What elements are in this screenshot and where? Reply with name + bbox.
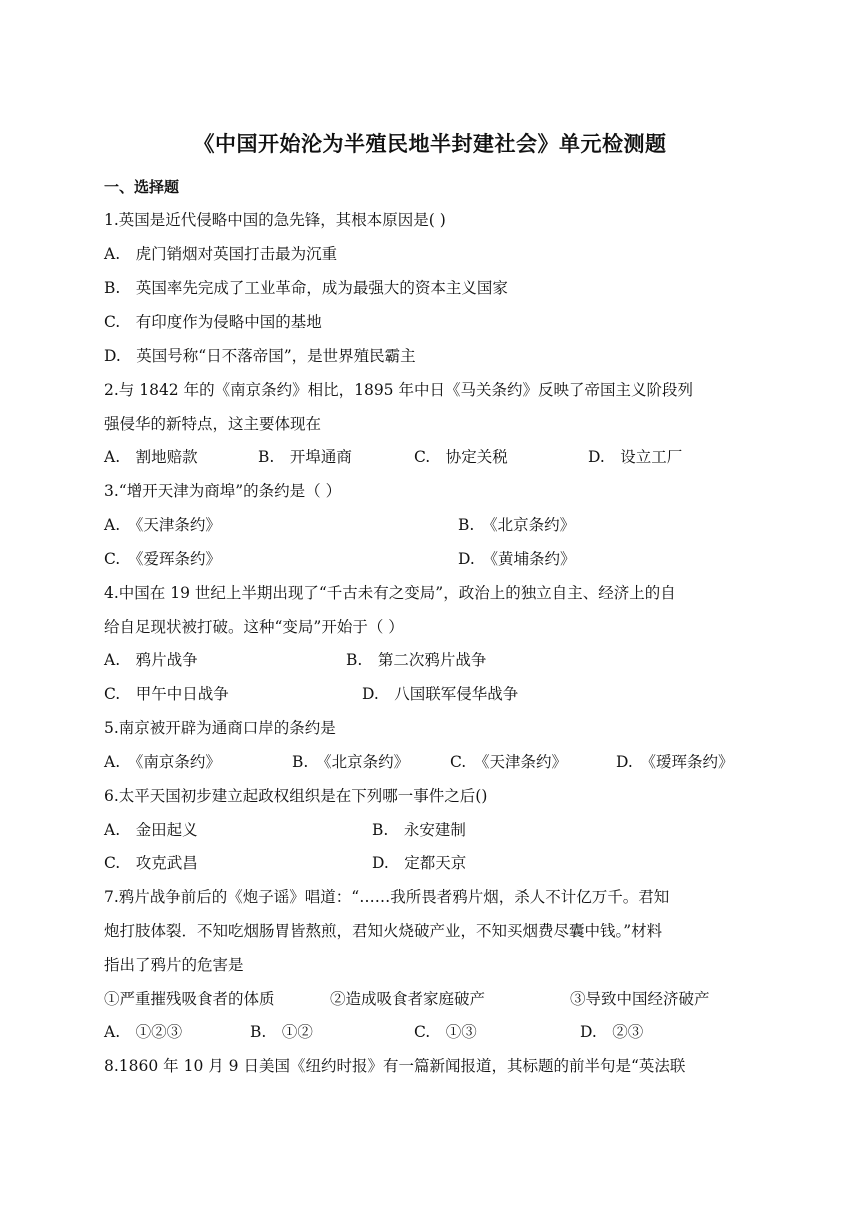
question-2-option-d: D. 设立工厂 [588,448,683,466]
question-6-stem: 6.太平天国初步建立起政权组织是在下列哪一事件之后() [104,787,488,805]
question-6-option-a: A. 金田起义 [104,821,198,839]
question-1-option-a: A. 虎门销烟对英国打击最为沉重 [104,245,338,263]
question-7-option-d: D. ②③ [580,1023,644,1041]
question-4-option-b: B. 第二次鸦片战争 [346,651,487,669]
question-1-option-b: B. 英国率先完成了工业革命，成为最强大的资本主义国家 [104,279,508,297]
question-7-item-1: ①严重摧残吸食者的体质 [104,990,275,1008]
document-title: 《中国开始沦为半殖民地半封建社会》单元检测题 [193,132,667,156]
question-2-stem-line-2: 强侵华的新特点，这主要体现在 [104,415,322,433]
section-heading: 一、选择题 [104,178,180,196]
question-3-option-c: C. 《爱珲条约》 [104,550,221,568]
question-3-option-d: D. 《黄埔条约》 [458,550,576,568]
question-1-stem: 1.英国是近代侵略中国的急先锋，其根本原因是( ) [104,211,446,229]
question-3-option-a: A. 《天津条约》 [104,516,221,534]
question-7-option-a: A. ①②③ [104,1023,183,1041]
question-3-option-b: B. 《北京条约》 [458,516,576,534]
question-4-option-d: D. 八国联军侵华战争 [362,685,519,703]
question-4-stem-line-1: 4.中国在 19 世纪上半期出现了“千古未有之变局”，政治上的独立自主、经济上的自 [104,584,676,602]
question-2-option-c: C. 协定关税 [414,448,508,466]
question-5-option-b: B. 《北京条约》 [292,753,410,771]
question-5-option-a: A. 《南京条约》 [104,753,221,771]
question-5-stem: 5.南京被开辟为通商口岸的条约是 [104,719,336,737]
question-5-option-c: C. 《天津条约》 [450,753,567,771]
question-5-option-d: D. 《瑷珲条约》 [616,753,734,771]
question-7-option-c: C. ①③ [414,1023,477,1041]
question-4-stem-line-2: 给自足现状被打破。这种“变局”开始于（ ） [104,618,404,636]
question-7-stem-line-2: 炮打肢体裂．不知吃烟肠胃皆熬煎，君知火烧破产业，不知买烟费尽囊中钱。”材料 [104,922,663,940]
question-8-stem-line-1: 8.1860 年 10 月 9 日美国《纽约时报》有一篇新闻报道，其标题的前半句是“英法联 [104,1057,686,1075]
question-1-option-c: C. 有印度作为侵略中国的基地 [104,313,322,331]
question-1-option-d: D. 英国号称“日不落帝国”，是世界殖民霸主 [104,347,416,365]
question-4-option-a: A. 鸦片战争 [104,651,198,669]
question-2-stem-line-1: 2.与 1842 年的《南京条约》相比，1895 年中日《马关条约》反映了帝国主义阶段列 [104,381,693,399]
question-7-item-2: ②造成吸食者家庭破产 [330,990,486,1008]
question-6-option-d: D. 定都天京 [372,854,467,872]
question-6-option-c: C. 攻克武昌 [104,854,198,872]
question-7-option-b: B. ①② [250,1023,313,1041]
question-2-option-b: B. 开埠通商 [258,448,352,466]
question-2-option-a: A. 割地赔款 [104,448,198,466]
question-7-item-3: ③导致中国经济破产 [570,990,710,1008]
question-6-option-b: B. 永安建制 [372,821,466,839]
question-4-option-c: C. 甲午中日战争 [104,685,229,703]
question-7-stem-line-1: 7.鸦片战争前后的《炮子谣》唱道：“……我所畏者鸦片烟，杀人不计亿万千。君知 [104,888,670,906]
question-7-stem-line-3: 指出了鸦片的危害是 [104,956,244,974]
question-3-stem: 3.“增开天津为商埠”的条约是（ ） [104,482,342,500]
